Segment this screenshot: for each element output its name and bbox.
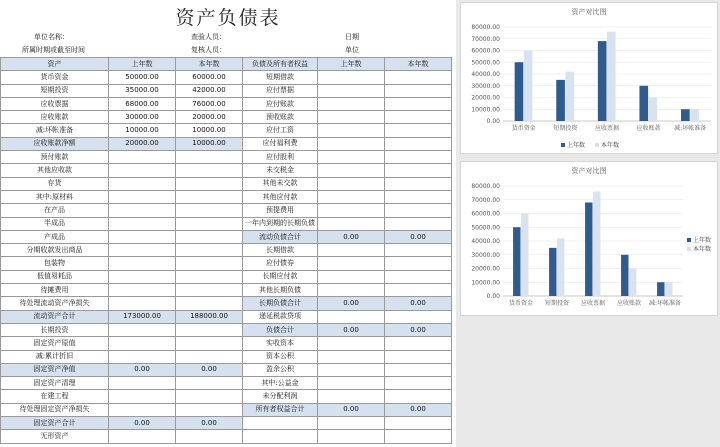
table-cell[interactable] — [176, 297, 243, 310]
table-cell[interactable]: 预收账款 — [243, 111, 318, 124]
table-cell[interactable] — [176, 323, 243, 336]
table-cell[interactable]: 0.00 — [385, 297, 452, 310]
table-cell[interactable] — [176, 430, 243, 443]
table-cell[interactable] — [385, 337, 452, 350]
y-tick-label: 80000.00 — [471, 24, 500, 31]
table-cell[interactable] — [385, 244, 452, 257]
table-cell[interactable] — [109, 403, 176, 416]
table-cell[interactable]: 固定资产清理 — [1, 377, 109, 390]
legend-swatch — [687, 247, 691, 251]
table-cell[interactable] — [109, 430, 176, 443]
y-tick-label: 30000.00 — [471, 82, 500, 90]
table-cell[interactable] — [243, 417, 318, 430]
bar-prev-year — [621, 255, 628, 296]
table-cell[interactable]: 其他长期负债 — [243, 284, 318, 297]
table-cell[interactable]: 0.00 — [176, 363, 243, 376]
legend-label: 本年数 — [601, 142, 620, 149]
unit-name-label: 单位名称： — [34, 33, 69, 41]
table-cell[interactable] — [318, 257, 385, 270]
table-cell[interactable]: 应付债券 — [243, 257, 318, 270]
table-cell[interactable] — [318, 204, 385, 217]
table-cell[interactable] — [109, 377, 176, 390]
table-cell[interactable] — [318, 111, 385, 124]
table-cell[interactable] — [109, 230, 176, 243]
table-cell[interactable]: 减:坏帐准备 — [1, 124, 109, 137]
table-cell[interactable] — [385, 363, 452, 376]
y-tick-label: 40000.00 — [471, 71, 500, 78]
table-cell[interactable] — [318, 310, 385, 323]
table-cell[interactable] — [176, 257, 243, 270]
table-cell[interactable] — [385, 71, 452, 84]
table-row — [1, 111, 452, 124]
table-cell[interactable]: 其他应收款 — [1, 164, 109, 177]
header-cell[interactable]: 负债及所有者权益 — [243, 58, 318, 71]
table-cell[interactable]: 应收账款净额 — [1, 137, 109, 150]
bar-this-year — [593, 192, 600, 297]
asset-chart-1-svg — [461, 3, 717, 153]
legend-swatch — [595, 143, 599, 147]
legend-swatch — [687, 238, 691, 242]
table-row — [1, 377, 452, 390]
table-cell[interactable]: 0.00 — [385, 230, 452, 243]
table-row — [1, 137, 452, 150]
table-cell[interactable]: 应付账款 — [243, 97, 318, 110]
table-cell[interactable] — [109, 151, 176, 164]
table-cell[interactable]: 流动资产合计 — [1, 310, 109, 323]
table-cell[interactable] — [176, 217, 243, 230]
table-row — [1, 124, 452, 137]
y-tick-label: 60000.00 — [471, 210, 500, 218]
table-cell[interactable] — [176, 244, 243, 257]
bar-prev-year — [681, 109, 690, 121]
table-cell[interactable] — [318, 124, 385, 137]
table-row — [1, 257, 452, 270]
table-cell[interactable]: 长期投资 — [1, 323, 109, 336]
bar-this-year — [665, 282, 672, 296]
table-cell[interactable]: 固定资产净值 — [1, 363, 109, 376]
table-row — [1, 323, 452, 336]
bar-prev-year — [598, 41, 607, 121]
bar-this-year — [629, 269, 636, 297]
table-cell[interactable] — [176, 377, 243, 390]
table-row — [1, 177, 452, 190]
table-cell[interactable]: 其他应付款 — [243, 190, 318, 203]
table-row — [1, 417, 452, 430]
table-row — [1, 151, 452, 164]
header-cell[interactable]: 本年数 — [385, 58, 452, 71]
table-cell[interactable] — [109, 164, 176, 177]
table-cell[interactable]: 固定资产原值 — [1, 337, 109, 350]
table-cell[interactable]: 10000.00 — [176, 137, 243, 150]
table-cell[interactable]: 低值易耗品 — [1, 270, 109, 283]
y-tick-label: 10000.00 — [471, 106, 500, 114]
table-cell[interactable]: 所有者权益合计 — [243, 403, 318, 416]
table-cell[interactable]: 应收账款 — [1, 111, 109, 124]
table-cell[interactable] — [318, 284, 385, 297]
x-tick-label: 短期投资 — [553, 125, 578, 132]
y-tick-label: 20000.00 — [471, 265, 500, 273]
table-row — [1, 430, 452, 443]
table-cell[interactable]: 半成品 — [1, 217, 109, 230]
table-cell[interactable] — [109, 297, 176, 310]
table-cell[interactable]: 长期应付款 — [243, 270, 318, 283]
table-cell[interactable]: 货币资金 — [1, 71, 109, 84]
table-cell[interactable] — [385, 137, 452, 150]
table-cell[interactable]: 长期借款 — [243, 244, 318, 257]
table-cell[interactable]: 20000.00 — [109, 137, 176, 150]
table-row — [1, 204, 452, 217]
table-cell[interactable]: 0.00 — [318, 403, 385, 416]
table-row — [1, 217, 452, 230]
x-tick-label: 应收账款 — [636, 125, 661, 132]
table-cell[interactable] — [318, 417, 385, 430]
table-cell[interactable]: 负债合计 — [243, 323, 318, 336]
table-cell[interactable] — [176, 403, 243, 416]
y-tick-label: 10000.00 — [471, 279, 500, 287]
table-cell[interactable] — [176, 270, 243, 283]
bar-this-year — [649, 98, 658, 122]
table-cell[interactable]: 固定资产合计 — [1, 417, 109, 430]
period-label: 所属时期或截至时间 — [22, 46, 85, 54]
table-cell[interactable] — [109, 177, 176, 190]
table-cell[interactable]: 一年内到期的长期负债 — [243, 217, 318, 230]
table-row — [1, 97, 452, 110]
table-cell[interactable] — [385, 217, 452, 230]
table-cell[interactable]: 其中:原材料 — [1, 190, 109, 203]
legend-label: 上年数 — [693, 237, 712, 244]
table-cell[interactable] — [318, 270, 385, 283]
table-cell[interactable] — [385, 177, 452, 190]
table-cell[interactable] — [176, 390, 243, 403]
reviewer-label: 复核人员： — [191, 46, 226, 54]
bar-prev-year — [549, 248, 556, 296]
y-tick-label: 30000.00 — [471, 251, 500, 259]
table-row — [1, 403, 452, 416]
table-cell[interactable]: 0.00 — [318, 230, 385, 243]
table-cell[interactable] — [176, 350, 243, 363]
table-cell[interactable]: 长期负债合计 — [243, 297, 318, 310]
table-cell[interactable] — [318, 97, 385, 110]
table-cell[interactable]: 短期借款 — [243, 71, 318, 84]
table-cell[interactable]: 76000.00 — [176, 97, 243, 110]
table-cell[interactable] — [318, 337, 385, 350]
x-tick-label: 短期投资 — [544, 300, 570, 307]
table-row — [1, 363, 452, 376]
table-cell[interactable] — [109, 270, 176, 283]
header-cell[interactable]: 上年数 — [109, 58, 176, 71]
table-cell[interactable]: 未分配利润 — [243, 390, 318, 403]
table-cell[interactable] — [318, 244, 385, 257]
table-cell[interactable]: 应收票据 — [1, 97, 109, 110]
table-row — [1, 390, 452, 403]
y-tick-label: 0.00 — [486, 293, 500, 300]
table-row — [1, 337, 452, 350]
table-cell[interactable] — [109, 337, 176, 350]
table-cell[interactable] — [318, 350, 385, 363]
table-cell[interactable]: 在建工程 — [1, 390, 109, 403]
y-tick-label: 40000.00 — [471, 238, 500, 245]
table-cell[interactable]: 应付工资 — [243, 124, 318, 137]
table-cell[interactable]: 0.00 — [318, 323, 385, 336]
table-row — [1, 284, 452, 297]
balance-table — [0, 57, 452, 444]
legend-swatch — [561, 143, 565, 147]
table-cell[interactable] — [109, 323, 176, 336]
table-cell[interactable]: 42000.00 — [176, 84, 243, 97]
bar-this-year — [565, 72, 574, 121]
table-cell[interactable] — [318, 390, 385, 403]
table-cell[interactable]: 减:累计折旧 — [1, 350, 109, 363]
table-cell[interactable]: 188000.00 — [176, 310, 243, 323]
table-cell[interactable]: 0.00 — [318, 297, 385, 310]
table-cell[interactable] — [176, 151, 243, 164]
table-cell[interactable] — [176, 337, 243, 350]
table-cell[interactable]: 50000.00 — [109, 71, 176, 84]
bar-prev-year — [585, 203, 592, 297]
table-row — [1, 297, 452, 310]
table-cell[interactable] — [385, 97, 452, 110]
table-cell[interactable]: 0.00 — [109, 417, 176, 430]
bar-prev-year — [556, 80, 565, 121]
y-tick-label: 80000.00 — [471, 183, 500, 190]
table-cell[interactable]: 待处理固定资产净损失 — [1, 403, 109, 416]
x-tick-label: 货币资金 — [508, 300, 534, 307]
table-cell[interactable]: 短期投资 — [1, 84, 109, 97]
table-cell[interactable]: 流动负债合计 — [243, 230, 318, 243]
table-cell[interactable]: 预付账款 — [1, 151, 109, 164]
table-cell[interactable] — [109, 390, 176, 403]
table-cell[interactable] — [385, 124, 452, 137]
table-cell[interactable] — [385, 284, 452, 297]
table-cell[interactable] — [318, 377, 385, 390]
table-cell[interactable]: 20000.00 — [176, 111, 243, 124]
table-row — [1, 270, 452, 283]
table-cell[interactable] — [176, 177, 243, 190]
y-tick-label: 20000.00 — [471, 94, 500, 102]
x-tick-label: 应收票据 — [580, 300, 606, 307]
table-cell[interactable] — [109, 350, 176, 363]
table-cell[interactable] — [176, 164, 243, 177]
bar-prev-year — [639, 86, 648, 121]
chart-title: 资产对比图 — [571, 8, 607, 16]
table-cell[interactable]: 待摊费用 — [1, 284, 109, 297]
table-cell[interactable]: 应付福利费 — [243, 137, 318, 150]
table-cell[interactable] — [176, 284, 243, 297]
table-cell[interactable]: 0.00 — [176, 417, 243, 430]
table-cell[interactable] — [385, 151, 452, 164]
table-cell[interactable] — [385, 270, 452, 283]
table-cell[interactable]: 35000.00 — [109, 84, 176, 97]
chart-title: 资产对比图 — [571, 167, 607, 175]
y-tick-label: 0.00 — [486, 118, 500, 125]
table-cell[interactable]: 0.00 — [385, 323, 452, 336]
bar-this-year — [557, 238, 564, 296]
table-cell[interactable] — [318, 137, 385, 150]
table-cell[interactable] — [176, 230, 243, 243]
header-row — [1, 58, 452, 71]
table-cell[interactable]: 0.00 — [109, 363, 176, 376]
table-cell[interactable]: 173000.00 — [109, 310, 176, 323]
table-row — [1, 230, 452, 243]
date-label: 日期 — [345, 33, 359, 41]
table-cell[interactable] — [176, 190, 243, 203]
table-cell[interactable]: 递延税款贷项 — [243, 310, 318, 323]
y-tick-label: 70000.00 — [471, 196, 500, 204]
x-tick-label: 减:坏帐准备 — [648, 300, 682, 307]
table-cell[interactable]: 应付票据 — [243, 84, 318, 97]
table-cell[interactable] — [385, 204, 452, 217]
table-cell[interactable]: 30000.00 — [109, 111, 176, 124]
header-cell[interactable]: 资产 — [1, 58, 109, 71]
table-row — [1, 350, 452, 363]
table-cell[interactable] — [385, 390, 452, 403]
bar-this-year — [521, 214, 528, 297]
table-row — [1, 244, 452, 257]
table-cell[interactable] — [385, 257, 452, 270]
table-cell[interactable] — [385, 310, 452, 323]
table-cell[interactable] — [318, 84, 385, 97]
table-cell[interactable] — [318, 164, 385, 177]
table-cell[interactable] — [109, 204, 176, 217]
table-row — [1, 84, 452, 97]
x-tick-label: 应收账款 — [616, 300, 642, 307]
table-cell[interactable]: 60000.00 — [176, 71, 243, 84]
table-cell[interactable] — [318, 217, 385, 230]
table-cell[interactable]: 其他未交款 — [243, 177, 318, 190]
table-cell[interactable] — [318, 430, 385, 443]
asset-chart-2[interactable] — [460, 161, 718, 316]
y-tick-label: 70000.00 — [471, 35, 500, 43]
inspector-label: 查验人员： — [191, 33, 226, 41]
bar-prev-year — [515, 62, 524, 121]
table-cell[interactable]: 0.00 — [385, 403, 452, 416]
table-cell[interactable]: 盈余公积 — [243, 363, 318, 376]
bar-prev-year — [513, 227, 520, 296]
table-cell[interactable] — [385, 84, 452, 97]
x-tick-label: 减:坏帐准备 — [674, 125, 707, 132]
table-cell[interactable]: 产成品 — [1, 230, 109, 243]
y-tick-label: 60000.00 — [471, 47, 500, 55]
table-cell[interactable]: 存货 — [1, 177, 109, 190]
table-cell[interactable] — [109, 217, 176, 230]
unit-label: 单位 — [345, 46, 359, 54]
table-cell[interactable] — [176, 204, 243, 217]
table-cell[interactable]: 应付股利 — [243, 151, 318, 164]
bar-this-year — [690, 109, 699, 121]
table-cell[interactable] — [385, 430, 452, 443]
y-tick-label: 50000.00 — [471, 224, 500, 232]
table-row — [1, 164, 452, 177]
table-cell[interactable] — [385, 164, 452, 177]
table-cell[interactable] — [318, 177, 385, 190]
table-cell[interactable]: 10000.00 — [109, 124, 176, 137]
table-cell[interactable]: 在产品 — [1, 204, 109, 217]
table-cell[interactable]: 待处理流动资产净损失 — [1, 297, 109, 310]
table-row — [1, 310, 452, 323]
table-row — [1, 190, 452, 203]
x-tick-label: 货币资金 — [511, 125, 536, 132]
table-cell[interactable]: 实收资本 — [243, 337, 318, 350]
asset-chart-1[interactable] — [460, 2, 718, 154]
table-cell[interactable] — [318, 190, 385, 203]
table-cell[interactable]: 分期收款发出商品 — [1, 244, 109, 257]
sheet-title: 资产负债表 — [175, 7, 281, 29]
table-cell[interactable]: 10000.00 — [176, 124, 243, 137]
table-cell[interactable]: 资本公积 — [243, 350, 318, 363]
y-tick-label: 50000.00 — [471, 59, 500, 67]
table-cell[interactable] — [385, 111, 452, 124]
header-cell[interactable]: 上年数 — [318, 58, 385, 71]
table-cell[interactable] — [318, 151, 385, 164]
table-cell[interactable]: 68000.00 — [109, 97, 176, 110]
table-cell[interactable] — [243, 430, 318, 443]
table-cell[interactable]: 预提费用 — [243, 204, 318, 217]
table-cell[interactable]: 其中:公益金 — [243, 377, 318, 390]
table-cell[interactable] — [385, 377, 452, 390]
x-tick-label: 应收票据 — [594, 125, 620, 132]
table-cell[interactable] — [318, 71, 385, 84]
table-cell[interactable] — [318, 363, 385, 376]
table-cell[interactable]: 无形资产 — [1, 430, 109, 443]
bar-prev-year — [657, 282, 664, 296]
table-cell[interactable] — [109, 244, 176, 257]
table-cell[interactable]: 包装物 — [1, 257, 109, 270]
table-cell[interactable] — [109, 190, 176, 203]
table-cell[interactable] — [385, 190, 452, 203]
table-cell[interactable] — [385, 417, 452, 430]
table-row — [1, 71, 452, 84]
bar-this-year — [524, 51, 533, 122]
table-cell[interactable] — [109, 284, 176, 297]
asset-chart-2-svg — [461, 162, 717, 315]
legend-label: 本年数 — [693, 246, 712, 253]
legend-label: 上年数 — [567, 142, 586, 149]
table-cell[interactable] — [109, 257, 176, 270]
table-cell[interactable] — [385, 350, 452, 363]
header-cell[interactable]: 本年数 — [176, 58, 243, 71]
table-cell[interactable]: 未交税金 — [243, 164, 318, 177]
bar-this-year — [607, 32, 616, 121]
